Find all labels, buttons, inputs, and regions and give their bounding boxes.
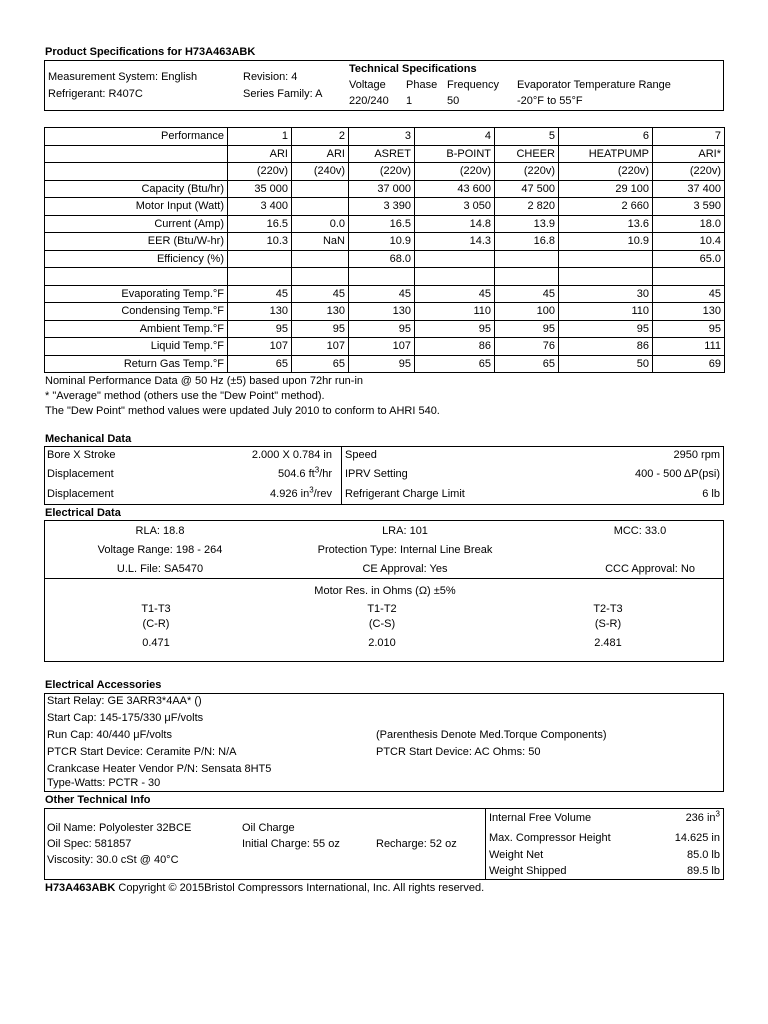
res-code: (S-R) bbox=[594, 618, 622, 630]
other-title: Other Technical Info bbox=[45, 794, 151, 806]
value-cell bbox=[292, 250, 349, 268]
oil-charge: Oil Charge bbox=[242, 822, 295, 834]
table-row bbox=[45, 215, 725, 233]
value-cell: 2 660 bbox=[559, 198, 653, 216]
series-family: Series Family: A bbox=[243, 88, 323, 100]
table-row bbox=[45, 268, 725, 286]
value-cell: 45 bbox=[495, 285, 559, 303]
method-cell: ARI bbox=[228, 145, 292, 163]
value-cell: 65 bbox=[415, 355, 495, 373]
column-number: 3 bbox=[349, 128, 415, 146]
rla: RLA: 18.8 bbox=[135, 525, 185, 537]
value-cell: 16.5 bbox=[349, 215, 415, 233]
value-cell: 107 bbox=[292, 338, 349, 356]
value-cell: 16.8 bbox=[495, 233, 559, 251]
accessories-title: Electrical Accessories bbox=[45, 679, 162, 691]
res-code: (C-S) bbox=[368, 618, 396, 630]
value-cell: 16.5 bbox=[228, 215, 292, 233]
value-cell bbox=[292, 198, 349, 216]
ccc-approval: CCC Approval: No bbox=[605, 563, 695, 575]
voltage-cell: (220v) bbox=[349, 163, 415, 181]
value-cell: 3 050 bbox=[415, 198, 495, 216]
ifv-label: Internal Free Volume bbox=[489, 812, 592, 824]
table-row bbox=[45, 128, 725, 146]
row-label: Return Gas Temp.°F bbox=[45, 355, 228, 373]
table-row bbox=[45, 355, 725, 373]
column-number: 7 bbox=[653, 128, 725, 146]
table-row bbox=[45, 198, 725, 216]
value-cell: 130 bbox=[349, 303, 415, 321]
column-number: 4 bbox=[415, 128, 495, 146]
value-cell: 14.3 bbox=[415, 233, 495, 251]
value-cell bbox=[228, 268, 292, 286]
row-label: Liquid Temp.°F bbox=[45, 338, 228, 356]
table-row bbox=[45, 233, 725, 251]
performance-header: Performance bbox=[45, 128, 228, 146]
table-row bbox=[45, 163, 725, 181]
displacement-rev-value: 4.926 $in^3$/rev bbox=[270, 485, 332, 500]
bore-stroke-value: 2.000 X 0.784 in bbox=[251, 449, 332, 461]
iprv-label: IPRV Setting bbox=[345, 468, 408, 480]
crankcase-heater: Crankcase Heater Vendor P/N: Sensata 8HT5 bbox=[47, 763, 272, 775]
evap-range-value: -20°F to 55°F bbox=[517, 95, 583, 107]
value-cell: 76 bbox=[495, 338, 559, 356]
row-label: Condensing Temp.°F bbox=[45, 303, 228, 321]
weight-net-value: 85.0 lb bbox=[686, 849, 720, 861]
row-label: Capacity (Btu/hr) bbox=[45, 180, 228, 198]
value-cell: 10.9 bbox=[349, 233, 415, 251]
res-value: 2.010 bbox=[368, 637, 396, 649]
height-label: Max. Compressor Height bbox=[489, 832, 611, 844]
value-cell: 37 400 bbox=[653, 180, 725, 198]
value-cell: 69 bbox=[653, 355, 725, 373]
value-cell: 95 bbox=[559, 320, 653, 338]
ptcr-ohms: PTCR Start Device: AC Ohms: 50 bbox=[376, 746, 541, 758]
table-row bbox=[45, 320, 725, 338]
voltage-cell: (220v) bbox=[559, 163, 653, 181]
weight-shipped-label: Weight Shipped bbox=[489, 865, 567, 877]
table-row bbox=[45, 250, 725, 268]
table-row bbox=[45, 338, 725, 356]
method-cell: HEATPUMP bbox=[559, 145, 653, 163]
value-cell: 110 bbox=[559, 303, 653, 321]
parenthesis-note: (Parenthesis Denote Med.Torque Components) bbox=[376, 729, 607, 741]
frequency-label: Frequency bbox=[447, 79, 499, 91]
value-cell: 65 bbox=[292, 355, 349, 373]
res-code: (C-R) bbox=[142, 618, 170, 630]
displacement-hr-value: 504.6 $ft^3/hr$ bbox=[278, 465, 332, 480]
table-row bbox=[45, 303, 725, 321]
voltage-cell: (220v) bbox=[495, 163, 559, 181]
footer-copyright: H73A463ABK Copyright © 2015Bristol Compressors International, Inc. All rights reserved. bbox=[45, 882, 485, 894]
oil-name: Oil Name: Polyolester 32BCE bbox=[47, 822, 192, 834]
voltage-cell: (220v) bbox=[653, 163, 725, 181]
type-watts: Type-Watts: PCTR - 30 bbox=[47, 777, 161, 789]
value-cell: 45 bbox=[292, 285, 349, 303]
row-label: Evaporating Temp.°F bbox=[45, 285, 228, 303]
value-cell: 45 bbox=[653, 285, 725, 303]
value-cell bbox=[292, 268, 349, 286]
measurement-system: Measurement System: English bbox=[48, 71, 198, 83]
column-number: 5 bbox=[495, 128, 559, 146]
table-row bbox=[45, 285, 725, 303]
value-cell bbox=[559, 268, 653, 286]
value-cell bbox=[415, 250, 495, 268]
value-cell: 95 bbox=[495, 320, 559, 338]
value-cell: 45 bbox=[228, 285, 292, 303]
value-cell: 2 820 bbox=[495, 198, 559, 216]
note-nominal: Nominal Performance Data @ 50 Hz (±5) based upon 72hr run-in bbox=[45, 375, 364, 387]
value-cell: 3 390 bbox=[349, 198, 415, 216]
electrical-title: Electrical Data bbox=[45, 507, 121, 519]
tech-spec-title: Technical Specifications bbox=[349, 63, 477, 75]
value-cell: 45 bbox=[415, 285, 495, 303]
value-cell bbox=[292, 180, 349, 198]
method-cell: ARI* bbox=[653, 145, 725, 163]
res-value: 0.471 bbox=[142, 637, 170, 649]
value-cell: 65.0 bbox=[653, 250, 725, 268]
method-cell: ARI bbox=[292, 145, 349, 163]
voltage-value: 220/240 bbox=[349, 95, 389, 107]
value-cell: 111 bbox=[653, 338, 725, 356]
recharge: Recharge: 52 oz bbox=[376, 838, 457, 850]
value-cell: 95 bbox=[415, 320, 495, 338]
initial-charge: Initial Charge: 55 oz bbox=[242, 838, 340, 850]
res-pins: T2-T3 bbox=[593, 603, 623, 615]
column-number: 1 bbox=[228, 128, 292, 146]
value-cell: 68.0 bbox=[349, 250, 415, 268]
divider bbox=[45, 578, 723, 579]
value-cell: 130 bbox=[228, 303, 292, 321]
value-cell: 18.0 bbox=[653, 215, 725, 233]
method-cell: B-POINT bbox=[415, 145, 495, 163]
ul-file: U.L. File: SA5470 bbox=[116, 563, 204, 575]
value-cell: NaN bbox=[292, 233, 349, 251]
row-label: Current (Amp) bbox=[45, 215, 228, 233]
row-label: EER (Btu/W-hr) bbox=[45, 233, 228, 251]
column-number: 6 bbox=[559, 128, 653, 146]
value-cell: 110 bbox=[415, 303, 495, 321]
speed-value: 2950 rpm bbox=[673, 449, 720, 461]
value-cell: 100 bbox=[495, 303, 559, 321]
ce-approval: CE Approval: Yes bbox=[362, 563, 448, 575]
value-cell: 0.0 bbox=[292, 215, 349, 233]
start-cap: Start Cap: 145-175/330 μF/volts bbox=[47, 712, 204, 724]
value-cell: 35 000 bbox=[228, 180, 292, 198]
divider bbox=[485, 808, 486, 880]
displacement-rev-label: Displacement bbox=[47, 488, 114, 500]
value-cell bbox=[228, 250, 292, 268]
value-cell: 95 bbox=[349, 355, 415, 373]
value-cell: 10.9 bbox=[559, 233, 653, 251]
weight-net-label: Weight Net bbox=[489, 849, 544, 861]
phase-value: 1 bbox=[406, 95, 413, 107]
value-cell: 107 bbox=[349, 338, 415, 356]
performance-table bbox=[44, 127, 725, 373]
value-cell: 107 bbox=[228, 338, 292, 356]
voltage-range: Voltage Range: 198 - 264 bbox=[97, 544, 223, 556]
value-cell bbox=[349, 268, 415, 286]
table-cell bbox=[45, 145, 228, 163]
table-cell bbox=[45, 163, 228, 181]
value-cell: 95 bbox=[653, 320, 725, 338]
voltage-cell: (220v) bbox=[228, 163, 292, 181]
value-cell bbox=[495, 268, 559, 286]
value-cell: 95 bbox=[292, 320, 349, 338]
value-cell: 65 bbox=[495, 355, 559, 373]
res-pins: T1-T2 bbox=[367, 603, 397, 615]
ifv-value: 236 $in^3$ bbox=[685, 809, 720, 824]
table-row bbox=[45, 145, 725, 163]
value-cell: 14.8 bbox=[415, 215, 495, 233]
row-label: Motor Input (Watt) bbox=[45, 198, 228, 216]
table-row bbox=[45, 180, 725, 198]
value-cell: 30 bbox=[559, 285, 653, 303]
value-cell: 95 bbox=[228, 320, 292, 338]
column-number: 2 bbox=[292, 128, 349, 146]
viscosity: Viscosity: 30.0 cSt @ 40°C bbox=[47, 854, 179, 866]
value-cell: 43 600 bbox=[415, 180, 495, 198]
iprv-value: 400 - 500 ΔP(psi) bbox=[634, 468, 720, 480]
displacement-hr-label: Displacement bbox=[47, 468, 114, 480]
voltage-cell: (240v) bbox=[292, 163, 349, 181]
voltage-cell: (220v) bbox=[415, 163, 495, 181]
row-label bbox=[45, 268, 228, 286]
value-cell: 47 500 bbox=[495, 180, 559, 198]
bore-stroke-label: Bore X Stroke bbox=[47, 449, 116, 461]
value-cell bbox=[653, 268, 725, 286]
value-cell: 95 bbox=[349, 320, 415, 338]
value-cell: 65 bbox=[228, 355, 292, 373]
value-cell bbox=[559, 250, 653, 268]
value-cell: 10.4 bbox=[653, 233, 725, 251]
height-value: 14.625 in bbox=[674, 832, 720, 844]
value-cell: 130 bbox=[292, 303, 349, 321]
row-label: Ambient Temp.°F bbox=[45, 320, 228, 338]
res-pins: T1-T3 bbox=[141, 603, 171, 615]
protection-type: Protection Type: Internal Line Break bbox=[317, 544, 493, 556]
ptcr-ceramite: PTCR Start Device: Ceramite P/N: N/A bbox=[47, 746, 237, 758]
value-cell bbox=[495, 250, 559, 268]
row-label: Efficiency (%) bbox=[45, 250, 228, 268]
revision: Revision: 4 bbox=[243, 71, 298, 83]
value-cell: 86 bbox=[559, 338, 653, 356]
motor-res-title: Motor Res. in Ohms (Ω) ±5% bbox=[314, 585, 456, 597]
charge-limit-value: 6 lb bbox=[702, 488, 720, 500]
mcc: MCC: 33.0 bbox=[613, 525, 667, 537]
evap-range-label: Evaporator Temperature Range bbox=[517, 79, 671, 91]
phase-label: Phase bbox=[406, 79, 438, 91]
frequency-value: 50 bbox=[447, 95, 460, 107]
value-cell: 13.6 bbox=[559, 215, 653, 233]
start-relay: Start Relay: GE 3ARR3*4AA* () bbox=[47, 695, 202, 707]
value-cell: 3 590 bbox=[653, 198, 725, 216]
note-dewpoint: The "Dew Point" method values were updated July 2010 to conform to AHRI 540. bbox=[45, 405, 440, 417]
value-cell: 37 000 bbox=[349, 180, 415, 198]
value-cell: 130 bbox=[653, 303, 725, 321]
value-cell: 45 bbox=[349, 285, 415, 303]
value-cell: 86 bbox=[415, 338, 495, 356]
run-cap: Run Cap: 40/440 μF/volts bbox=[47, 729, 172, 741]
value-cell: 10.3 bbox=[228, 233, 292, 251]
value-cell: 13.9 bbox=[495, 215, 559, 233]
refrigerant: Refrigerant: R407C bbox=[48, 88, 143, 100]
weight-shipped-value: 89.5 lb bbox=[686, 865, 720, 877]
value-cell: 50 bbox=[559, 355, 653, 373]
voltage-label: Voltage bbox=[349, 79, 386, 91]
value-cell: 29 100 bbox=[559, 180, 653, 198]
oil-spec: Oil Spec: 581857 bbox=[47, 838, 132, 850]
page-title: Product Specifications for H73A463ABK bbox=[45, 46, 256, 58]
mechanical-title: Mechanical Data bbox=[45, 433, 132, 445]
charge-limit-label: Refrigerant Charge Limit bbox=[345, 488, 465, 500]
method-cell: ASRET bbox=[349, 145, 415, 163]
footer-model: H73A463ABK bbox=[45, 882, 116, 894]
lra: LRA: 101 bbox=[382, 525, 428, 537]
method-cell: CHEER bbox=[495, 145, 559, 163]
speed-label: Speed bbox=[345, 449, 377, 461]
note-average: * "Average" method (others use the "Dew Point" method). bbox=[45, 390, 325, 402]
value-cell bbox=[415, 268, 495, 286]
value-cell: 3 400 bbox=[228, 198, 292, 216]
res-value: 2.481 bbox=[594, 637, 622, 649]
